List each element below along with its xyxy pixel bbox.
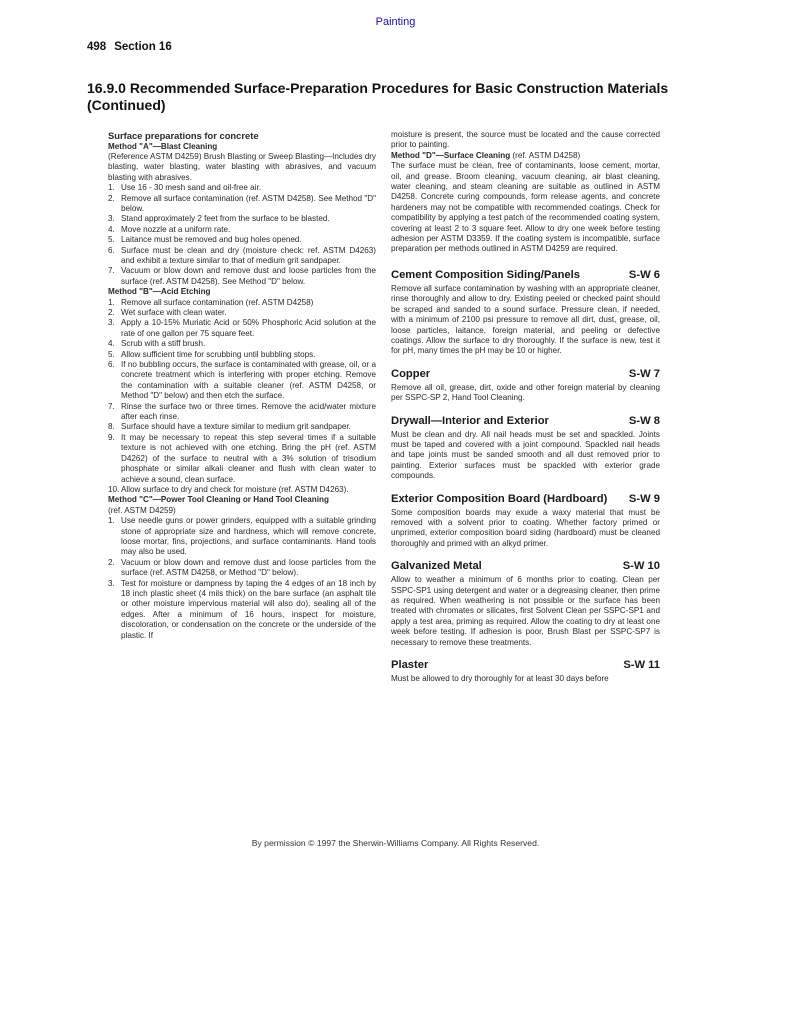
step-number: 4. bbox=[108, 339, 115, 349]
section-text: Must be clean and dry. All nail heads must be set and spackled. Joints must be taped and covered with a joint compound. Spackled nail heads and tape joints must be sanded smooth and all dust removed prior to painting. Exterior surfaces must be spackled with exterior grade compounds. bbox=[391, 429, 660, 481]
step-text: Remove all surface contamination (ref. ASTM D4258). See Method "D" below. bbox=[121, 193, 376, 213]
step-number: 2. bbox=[108, 557, 115, 567]
section-title: 16.9.0 Recommended Surface-Preparation Procedures for Basic Construction Materials (Continued) bbox=[87, 80, 669, 113]
scanned-page-image bbox=[108, 130, 660, 820]
step-number: 3. bbox=[108, 318, 115, 328]
section-code: S-W 6 bbox=[628, 268, 660, 281]
list-item bbox=[108, 298, 376, 308]
step-number: 5. bbox=[108, 349, 115, 359]
step-number: 8. bbox=[108, 422, 115, 432]
step-number: 2. bbox=[108, 193, 115, 203]
top-nav-link[interactable]: Painting bbox=[375, 16, 416, 28]
step-number: 5. bbox=[108, 235, 115, 245]
step-text: Remove all surface contamination (ref. ASTM D4258) bbox=[121, 297, 314, 307]
section-heading bbox=[391, 368, 660, 381]
list-item bbox=[108, 350, 376, 360]
list-item bbox=[108, 246, 376, 267]
section-heading-title: Cement Composition Siding/Panels bbox=[391, 268, 580, 281]
list-item bbox=[108, 485, 376, 495]
section-heading bbox=[391, 269, 660, 282]
list-item bbox=[108, 183, 376, 193]
list-item bbox=[108, 402, 376, 423]
list-item bbox=[108, 266, 376, 287]
method-a-title: Method "A"—Blast Cleaning bbox=[108, 141, 218, 151]
method-d-text: The surface must be clean, free of contaminants, loose cement, mortar, oil, and grease. Broom cleaning, vacuum cleaning, air blast cleaning, water cleaning, and steam cleaning are suitable as outlined in ASTM D4258. Concrete curing compounds, form release agents, and concrete hardeners may not be compatible with recommended coatings. Check for compatibility by applying a test patch of the recommended coating system, covering at least 2 to 3 square feet. Allow to dry one week before testing adhesion per ASTM D3359. If the coating system is incompatible, surface preparation per methods outlined in ASTM D4259 are required. bbox=[391, 161, 660, 254]
step-number: 3. bbox=[108, 578, 115, 588]
step-text: Surface should have a texture similar to medium grit sandpaper. bbox=[121, 422, 351, 432]
step-number: 10. bbox=[108, 484, 120, 494]
concrete-heading: Surface preparations for concrete bbox=[108, 130, 259, 141]
section-code: S-W 10 bbox=[622, 560, 660, 573]
step-number: 9. bbox=[108, 432, 115, 442]
section-heading bbox=[391, 560, 660, 573]
page-number: 498 bbox=[87, 41, 107, 53]
step-number: 1. bbox=[108, 297, 115, 307]
list-item bbox=[108, 214, 376, 224]
list-item bbox=[108, 235, 376, 245]
section-text: Allow to weather a minimum of 6 months prior to coating. Clean per SSPC-SP1 using detergent and water or a degreasing cleaner, then prime as required. When weathering is not possible or the surface has been treated with chromates or silicates, first Solvent Clean per SSPC-SP1 and apply a test area, priming as required. Allow the coating to dry at least one week before testing. If adhesion is poor, Brush Blast per SSPC-SP7 is necessary to remove these treatments. bbox=[391, 575, 660, 647]
section-heading-title: Drywall—Interior and Exterior bbox=[391, 414, 549, 427]
step-number: 3. bbox=[108, 214, 115, 224]
step-number: 1. bbox=[108, 183, 115, 193]
list-item bbox=[108, 318, 376, 339]
left-column bbox=[108, 130, 376, 641]
copyright-footer: By permission © 1997 the Sherwin-Williams Company. All Rights Reserved. bbox=[251, 838, 540, 848]
method-d-ref: (ref. ASTM D4258) bbox=[510, 150, 581, 160]
step-text: Rinse the surface two or three times. Remove the acid/water mixture after each rinse. bbox=[121, 401, 376, 422]
continuation-text: moisture is present, the source must be located and the cause corrected prior to painting. bbox=[391, 130, 660, 150]
section-text: Remove all surface contamination by washing with an appropriate cleaner, rinse thoroughly and allow to dry. Existing peeled or checked paint should be scraped and sanded to a sound surface. Pressure clean, if needed, with a minimum of 2100 psi pressure to remove all dirt, dust, grease, oil, loose particles, laitance, foreign material, and peeling or defective coatings. Allow the surface to dry thoroughly. If the surface is new, test it for pH, many times the pH may be 10 or higher. bbox=[391, 283, 660, 356]
step-text: Allow sufficient time for scrubbing until bubbling stops. bbox=[121, 349, 316, 359]
method-a-steps bbox=[108, 183, 376, 287]
step-text: Stand approximately 2 feet from the surface to be blasted. bbox=[121, 214, 330, 224]
list-item bbox=[108, 558, 376, 579]
step-number: 7. bbox=[108, 401, 115, 411]
section-code: S-W 7 bbox=[628, 367, 660, 380]
step-text: Test for moisture or dampness by taping the 4 edges of an 18 inch by 18 inch plastic sheet (4 mils thick) on the bare surface (an asphalt tile or other moisture impervious material will also do), sealing all of the edges. After a minimum of 16 hours, inspect for moisture, discoloration, or condensation on the concrete or the underside of the plastic. If bbox=[121, 578, 376, 640]
step-text: Surface must be clean and dry (moisture check: ref. ASTM D4263) and exhibit a texture similar to that of medium grit sandpaper. bbox=[121, 245, 376, 265]
section-heading bbox=[391, 493, 660, 506]
section-heading bbox=[391, 415, 660, 428]
right-column bbox=[391, 130, 660, 684]
method-c-ref: (ref. ASTM D4259) bbox=[108, 505, 176, 515]
step-text: Apply a 10-15% Muriatic Acid or 50% Phosphoric Acid solution at the rate of one gallon per 75 square feet. bbox=[121, 318, 376, 338]
list-item bbox=[108, 308, 376, 318]
method-c-title: Method "C"—Power Tool Cleaning or Hand Tool Cleaning bbox=[108, 495, 329, 505]
step-text: Laitance must be removed and bug holes opened. bbox=[121, 235, 302, 245]
section-heading-title: Plaster bbox=[391, 659, 429, 672]
section-text: Must be allowed to dry thoroughly for at least 30 days before bbox=[391, 674, 609, 684]
step-text: If no bubbling occurs, the surface is contaminated with grease, oil, or a concrete treatment which is interfering with proper etching. Remove the contamination with a suitable cleaner (ref. ASTM D4258, or Method "D" below) and then etch the surface. bbox=[121, 360, 376, 401]
step-text: Use needle guns or power grinders, equipped with a suitable grinding stone of appropriate size and hardness, which will remove concrete, loose mortar, fins, projections, and surface contaminants. Hand tools may also be used. bbox=[121, 516, 376, 557]
list-item bbox=[108, 194, 376, 215]
section-code: S-W 8 bbox=[628, 414, 660, 427]
section-text: Some composition boards may exude a waxy material that must be removed with a solvent prior to coating. Whether factory primed or unprimed, exterior composition board siding (hardboard) must be cleaned thoroughly and primed with an alkyd primer. bbox=[391, 507, 660, 548]
section-heading bbox=[391, 659, 660, 672]
step-text: Use 16 - 30 mesh sand and oil-free air. bbox=[121, 183, 262, 193]
method-a-intro: (Reference ASTM D4259) Brush Blasting or Sweep Blasting—Includes dry blasting, water blasting, water blasting with abrasives, and vacuum blasting with abrasives. bbox=[108, 151, 376, 182]
step-text: Vacuum or blow down and remove dust and loose particles from the surface (ref. ASTM D4258). See Method "D" below. bbox=[121, 266, 376, 286]
step-number: 4. bbox=[108, 224, 115, 234]
step-number: 6. bbox=[108, 360, 115, 370]
step-text: Vacuum or blow down and remove dust and loose particles from the surface (ref. ASTM D4258, or Method "D" below). bbox=[121, 557, 376, 578]
section-text: Remove all oil, grease, dirt, oxide and other foreign material by cleaning per SSPC-SP 2, Hand Tool Cleaning. bbox=[391, 382, 660, 403]
list-item bbox=[108, 225, 376, 235]
list-item bbox=[108, 339, 376, 349]
list-item bbox=[108, 579, 376, 641]
method-d-title: Method "D"—Surface Cleaning bbox=[391, 150, 511, 160]
step-text: Allow surface to dry and check for moisture (ref. ASTM D4263). bbox=[121, 484, 349, 494]
step-text: Scrub with a stiff brush. bbox=[121, 339, 206, 349]
list-item bbox=[108, 516, 376, 558]
section-heading-title: Exterior Composition Board (Hardboard) bbox=[391, 492, 608, 505]
list-item bbox=[108, 360, 376, 402]
list-item bbox=[108, 422, 376, 432]
step-number: 1. bbox=[108, 516, 115, 526]
section-code: S-W 11 bbox=[623, 659, 660, 672]
section-label: Section 16 bbox=[114, 41, 172, 53]
list-item bbox=[108, 433, 376, 485]
step-number: 6. bbox=[108, 245, 115, 255]
method-b-title: Method "B"—Acid Etching bbox=[108, 287, 211, 297]
step-number: 2. bbox=[108, 308, 115, 317]
step-text: Wet surface with clean water. bbox=[121, 308, 227, 317]
section-heading-title: Copper bbox=[391, 367, 431, 380]
section-heading-title: Galvanized Metal bbox=[391, 560, 482, 573]
step-number: 7. bbox=[108, 266, 115, 276]
section-code: S-W 9 bbox=[628, 492, 660, 505]
page-header bbox=[87, 41, 172, 53]
method-b-steps bbox=[108, 298, 376, 496]
step-text: Move nozzle at a uniform rate. bbox=[121, 224, 231, 234]
step-text: It may be necessary to repeat this step several times if a suitable texture is not achieved with one etching. Bring the pH (ref. ASTM D4262) of the surface to neutral with a 3% solution of trisodium phosphate or similar alkali cleaner and flush with clean water to achieve a sound, clean surface. bbox=[121, 432, 376, 484]
method-c-steps bbox=[108, 516, 376, 641]
method-d-heading bbox=[391, 151, 660, 161]
